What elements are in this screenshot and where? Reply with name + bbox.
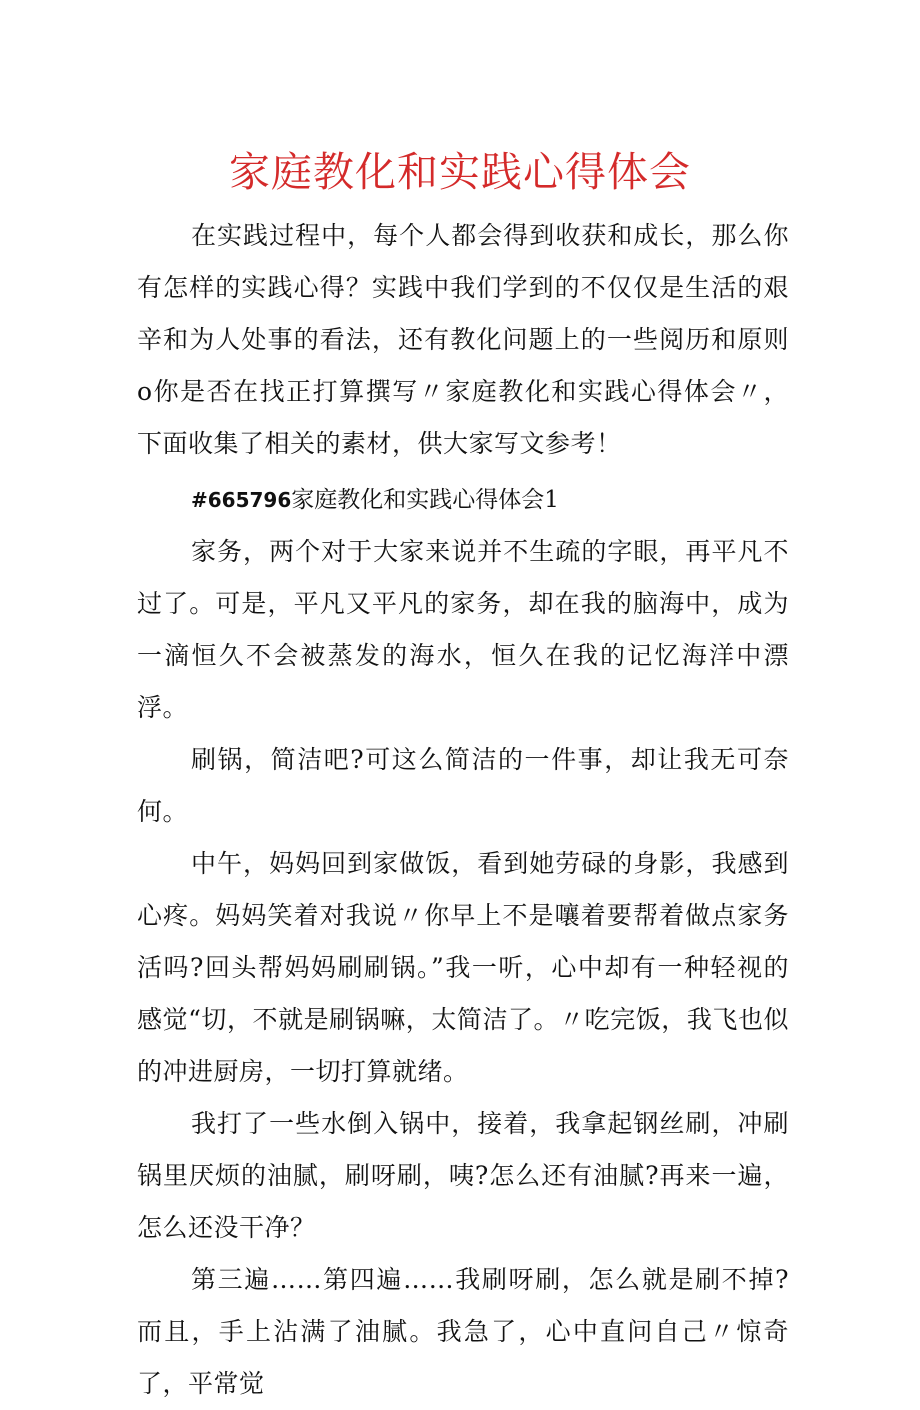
body-paragraph: 第三遍……第四遍……我刷呀刷，怎么就是刷不掉?而且，手上沾满了油腻。我急了，心中直问自己〃惊奇了，平常觉 (137, 1265, 789, 1398)
body-paragraph: 我打了一些水倒入锅中，接着，我拿起钢丝刷，冲刷锅里厌烦的油腻，刷呀刷，咦?怎么还有油腻?再来一遍，怎么还没干净？ (137, 1109, 789, 1242)
body-paragraph: 家务，两个对于大家来说并不生疏的字眼，再平凡不过了。可是，平凡又平凡的家务，却在我的脑海中，成为一滴恒久不会被蒸发的海水，恒久在我的记忆海洋中漂浮。 (137, 537, 789, 722)
body-paragraph: 中午，妈妈回到家做饭，看到她劳碌的身影，我感到心疼。妈妈笑着对我说〃你早上不是嚷着要帮着做点家务活吗?回头帮妈妈刷刷锅。”我一听，心中却有一种轻视的感觉“切，不就是刷锅嘛，太简洁了。〃吃完饭，我飞也似的冲进厨房，一切打算就绪。 (137, 849, 789, 1086)
body-paragraph: 刷锅，简洁吧?可这么简洁的一件事，却让我无可奈何。 (137, 745, 789, 826)
section-heading-text: 家庭教化和实践心得体会1 (291, 487, 559, 513)
intro-paragraph: 在实践过程中，每个人都会得到收获和成长，那么你有怎样的实践心得？实践中我们学到的不仅仅是生活的艰辛和为人处事的看法，还有教化问题上的一些阅历和原则o你是否在找正打算撰写〃家庭教化和实践心得体会〃，下面收集了相关的素材，供大家写文参考！ (137, 221, 789, 458)
document-body (137, 210, 789, 1410)
section-heading-prefix: #665796 (191, 488, 292, 512)
section-heading (137, 474, 789, 526)
document-title: 家庭教化和实践心得体会 (229, 148, 691, 196)
